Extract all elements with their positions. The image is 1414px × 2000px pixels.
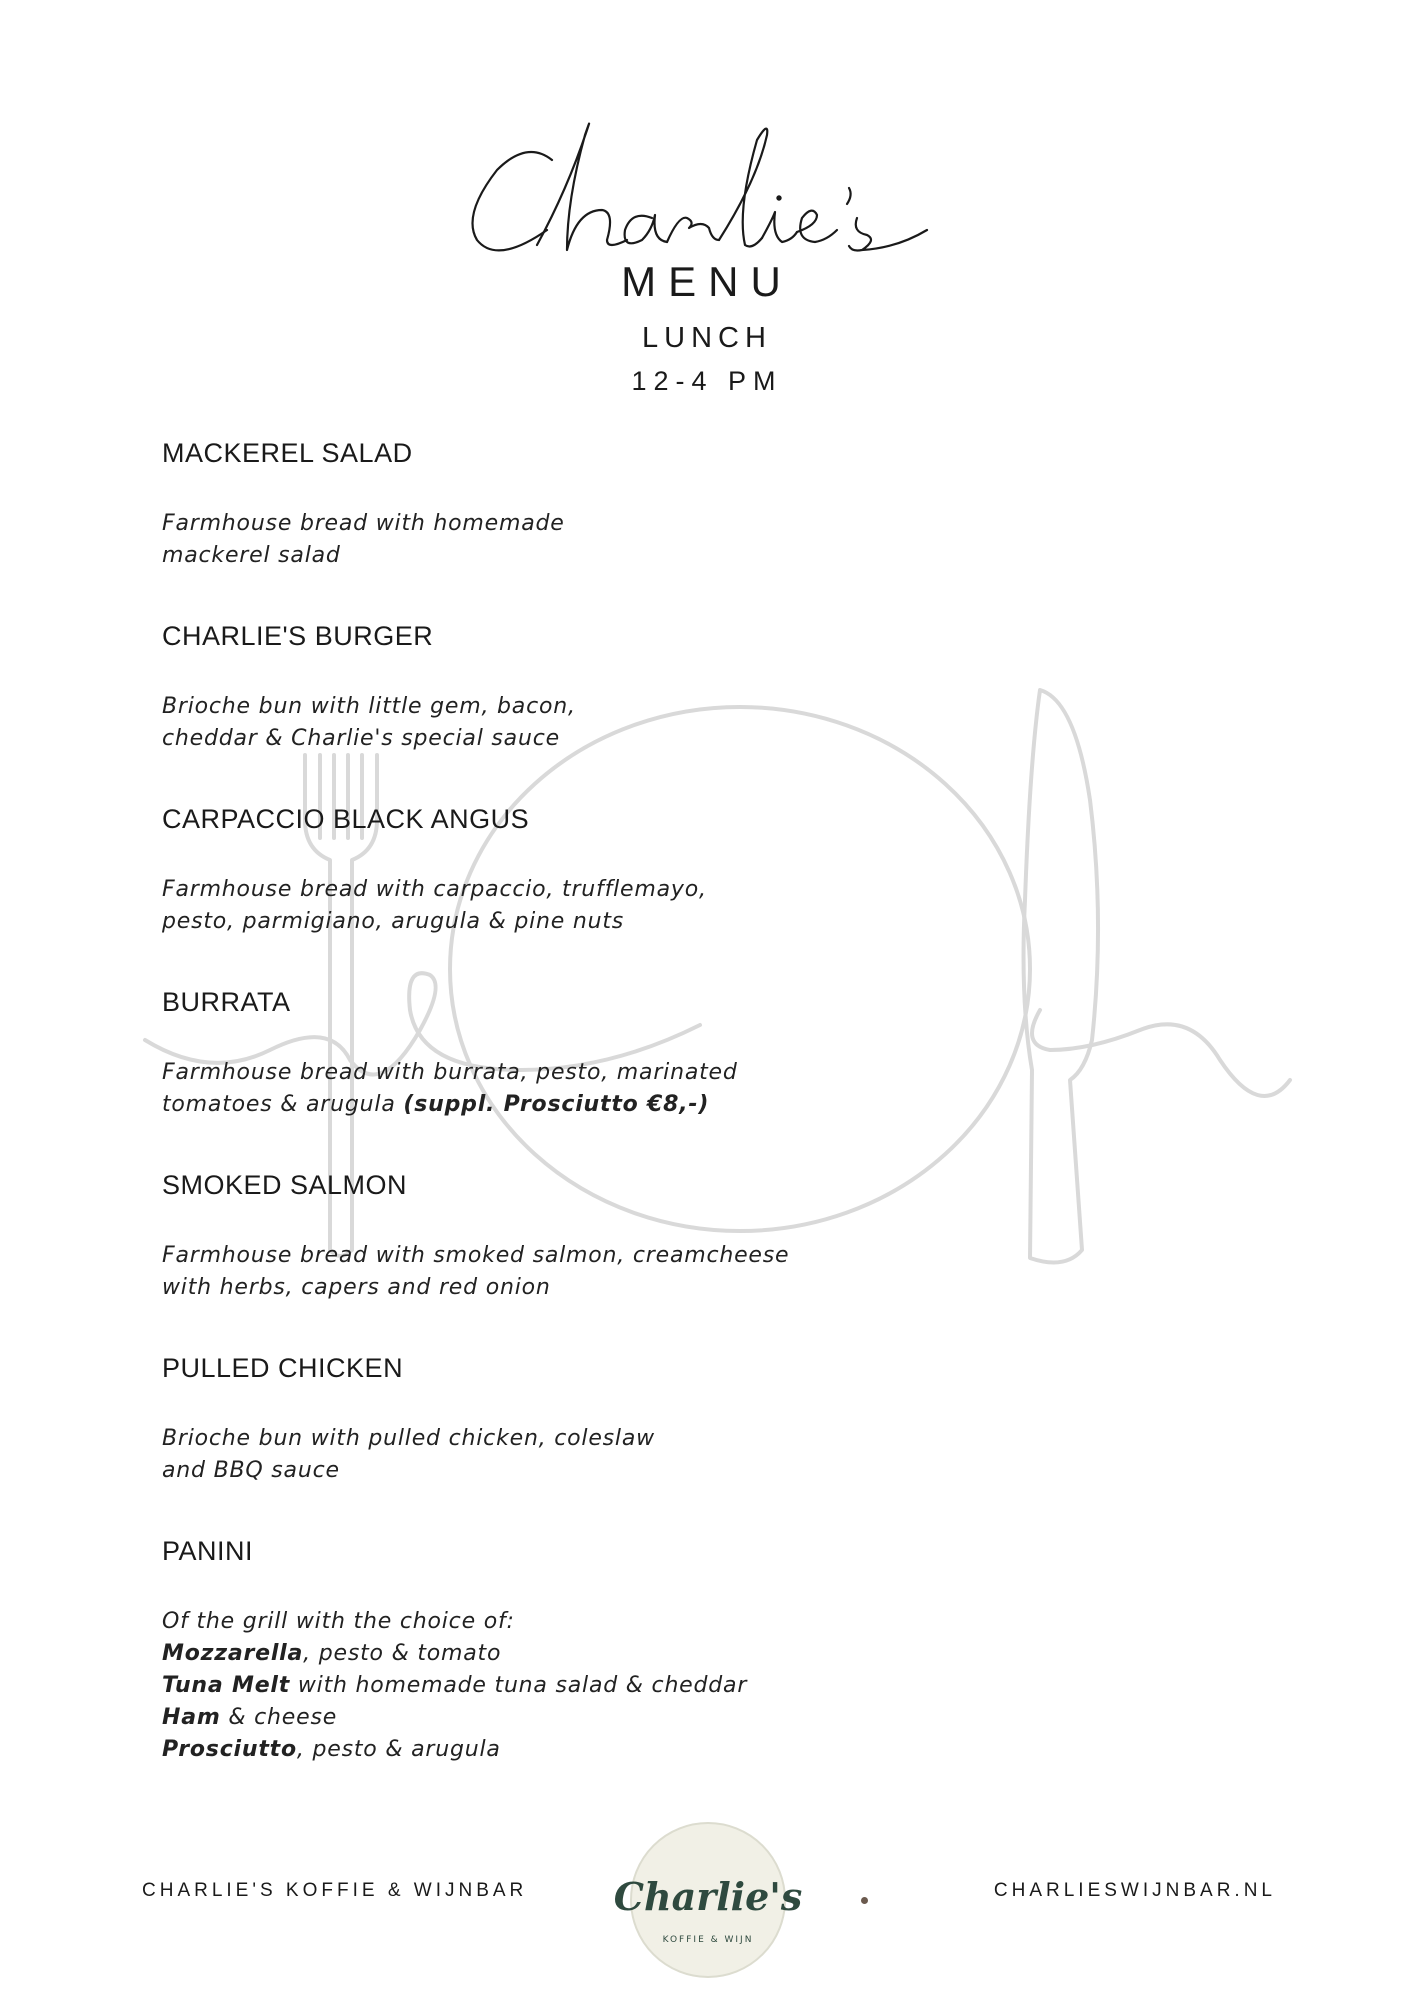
item-name: PANINI	[162, 1536, 254, 1566]
charlies-logo	[613, 1820, 803, 1980]
desc-line: cheddar & Charlie's special sauce	[162, 726, 560, 751]
desc-line: Farmhouse bread with burrata, pesto, marinated	[162, 1060, 738, 1085]
option-name: Mozzarella	[162, 1641, 304, 1666]
footer-website[interactable]: CHARLIESWIJNBAR.NL	[993, 1880, 1276, 1901]
option-name: Ham	[162, 1705, 221, 1730]
menu-item-smoked-salmon	[162, 1168, 1062, 1351]
desc-line: Farmhouse bread with homemade	[162, 511, 565, 536]
item-description	[162, 691, 1062, 755]
menu-title: MENU	[621, 258, 793, 305]
panini-option	[162, 1638, 1062, 1670]
item-description	[162, 874, 1062, 938]
menu-item-panini	[162, 1534, 1062, 1762]
menu-item-charlies-burger	[162, 619, 1062, 802]
desc-line: tomatoes & arugula	[162, 1092, 404, 1117]
item-name: PULLED CHICKEN	[162, 1353, 404, 1383]
hours-label: 12-4 PM	[631, 366, 783, 396]
menu-item-mackerel-salad	[162, 436, 1062, 619]
supplement-note: (suppl. Prosciutto €8,-)	[403, 1092, 710, 1117]
separator-dot	[861, 1897, 868, 1904]
item-description	[162, 1240, 1062, 1304]
desc-line: and BBQ sauce	[162, 1458, 340, 1483]
item-description	[162, 1057, 1062, 1121]
item-name: SMOKED SALMON	[162, 1170, 408, 1200]
desc-line: Farmhouse bread with carpaccio, trufflemayo,	[162, 877, 707, 902]
item-description	[162, 1606, 1062, 1766]
desc-line: with herbs, capers and red onion	[162, 1275, 551, 1300]
footer-business-name: CHARLIE'S KOFFIE & WIJNBAR	[142, 1880, 528, 1901]
menu-items	[162, 436, 1062, 1762]
option-detail: , pesto & arugula	[296, 1737, 501, 1762]
menu-item-carpaccio	[162, 802, 1062, 985]
option-detail: with homemade tuna salad & cheddar	[290, 1673, 748, 1698]
desc-line: pesto, parmigiano, arugula & pine nuts	[162, 909, 625, 934]
meal-label: LUNCH	[642, 322, 772, 354]
item-name: CARPACCIO BLACK ANGUS	[162, 804, 530, 834]
logo-wordmark: Charlie's	[613, 1874, 803, 1919]
desc-line: Brioche bun with pulled chicken, coleslaw	[162, 1426, 655, 1451]
panini-option	[162, 1702, 1062, 1734]
panini-option	[162, 1734, 1062, 1766]
item-name: MACKEREL SALAD	[162, 438, 413, 468]
desc-line: mackerel salad	[162, 543, 341, 568]
menu-item-pulled-chicken	[162, 1351, 1062, 1534]
item-description	[162, 508, 1062, 572]
option-detail: & cheese	[220, 1705, 338, 1730]
item-description	[162, 1423, 1062, 1487]
menu-item-burrata	[162, 985, 1062, 1168]
logo-subtext: KOFFIE & WIJN	[662, 1935, 754, 1945]
option-name: Prosciutto	[162, 1737, 297, 1762]
option-detail: , pesto & tomato	[303, 1641, 502, 1666]
item-name: BURRATA	[162, 987, 291, 1017]
desc-line: Farmhouse bread with smoked salmon, creamcheese	[162, 1243, 790, 1268]
item-name: CHARLIE'S BURGER	[162, 621, 434, 651]
panini-intro: Of the grill with the choice of:	[162, 1609, 515, 1634]
desc-line: Brioche bun with little gem, bacon,	[162, 694, 576, 719]
panini-option	[162, 1670, 1062, 1702]
option-name: Tuna Melt	[162, 1673, 291, 1698]
